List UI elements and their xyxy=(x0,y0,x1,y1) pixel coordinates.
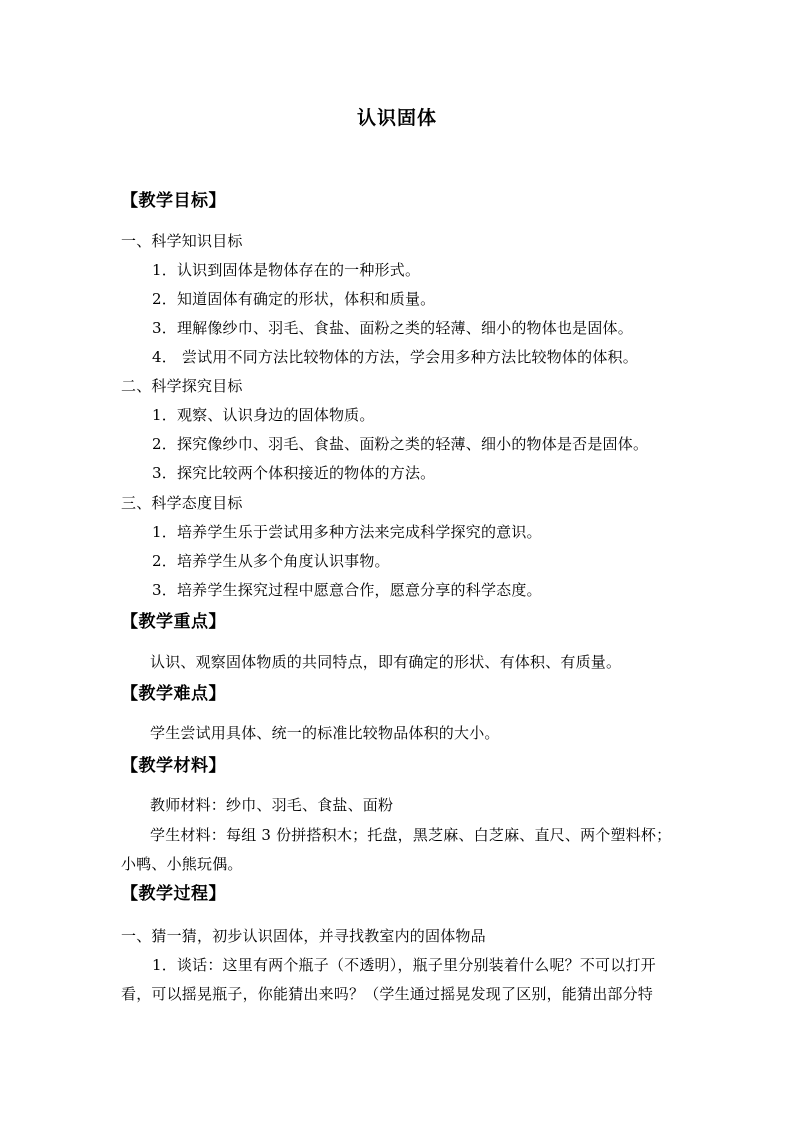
difficulties-heading: 【教学难点】 xyxy=(121,684,226,704)
attitude-goals-label: 三、科学态度目标 xyxy=(121,494,243,512)
knowledge-goal-item: 3．理解像纱巾、羽毛、食盐、面粉之类的轻薄、细小的物体也是固体。 xyxy=(152,319,633,337)
knowledge-goal-item: 1．认识到固体是物体存在的一种形式。 xyxy=(152,261,421,279)
inquiry-goal-item: 1．观察、认识身边的固体物质。 xyxy=(152,406,375,424)
knowledge-goal-item: 2．知道固体有确定的形状，体积和质量。 xyxy=(152,290,436,308)
process-step-label: 一、猜一猜，初步认识固体，并寻找教室内的固体物品 xyxy=(121,927,486,945)
attitude-goal-item: 1．培养学生乐于尝试用多种方法来完成科学探究的意识。 xyxy=(152,523,542,541)
process-step-text-continued: 看，可以摇晃瓶子，你能猜出来吗？（学生通过摇晃发现了区别，能猜出部分特 xyxy=(121,985,654,1003)
teacher-materials: 教师材料：纱巾、羽毛、食盐、面粉 xyxy=(150,796,394,814)
inquiry-goal-item: 2．探究像纱巾、羽毛、食盐、面粉之类的轻薄、细小的物体是否是固体。 xyxy=(152,435,649,453)
goals-heading: 【教学目标】 xyxy=(121,191,226,211)
key-points-text: 认识、观察固体物质的共同特点，即有确定的形状、有体积、有质量。 xyxy=(150,653,622,671)
attitude-goal-item: 3．培养学生探究过程中愿意合作，愿意分享的科学态度。 xyxy=(152,581,542,599)
attitude-goal-item: 2．培养学生从多个角度认识事物。 xyxy=(152,552,390,570)
process-step-text: 1．谈话：这里有两个瓶子（不透明），瓶子里分别装着什么呢？不可以打开 xyxy=(152,956,656,974)
inquiry-goal-item: 3．探究比较两个体积接近的物体的方法。 xyxy=(152,464,436,482)
materials-heading: 【教学材料】 xyxy=(121,756,226,776)
student-materials: 学生材料：每组 3 份拼搭积木；托盘，黑芝麻、白芝麻、直尺、两个塑料杯； xyxy=(150,826,672,844)
document-title: 认识固体 xyxy=(356,107,437,129)
knowledge-goal-item: 4． 尝试用不同方法比较物体的方法，学会用多种方法比较物体的体积。 xyxy=(152,348,638,366)
key-points-heading: 【教学重点】 xyxy=(121,612,226,632)
difficulties-text: 学生尝试用具体、统一的标准比较物品体积的大小。 xyxy=(150,724,500,742)
knowledge-goals-label: 一、科学知识目标 xyxy=(121,232,243,250)
student-materials-continued: 小鸭、小熊玩偶。 xyxy=(121,855,243,873)
process-heading: 【教学过程】 xyxy=(121,884,226,904)
inquiry-goals-label: 二、科学探究目标 xyxy=(121,377,243,395)
